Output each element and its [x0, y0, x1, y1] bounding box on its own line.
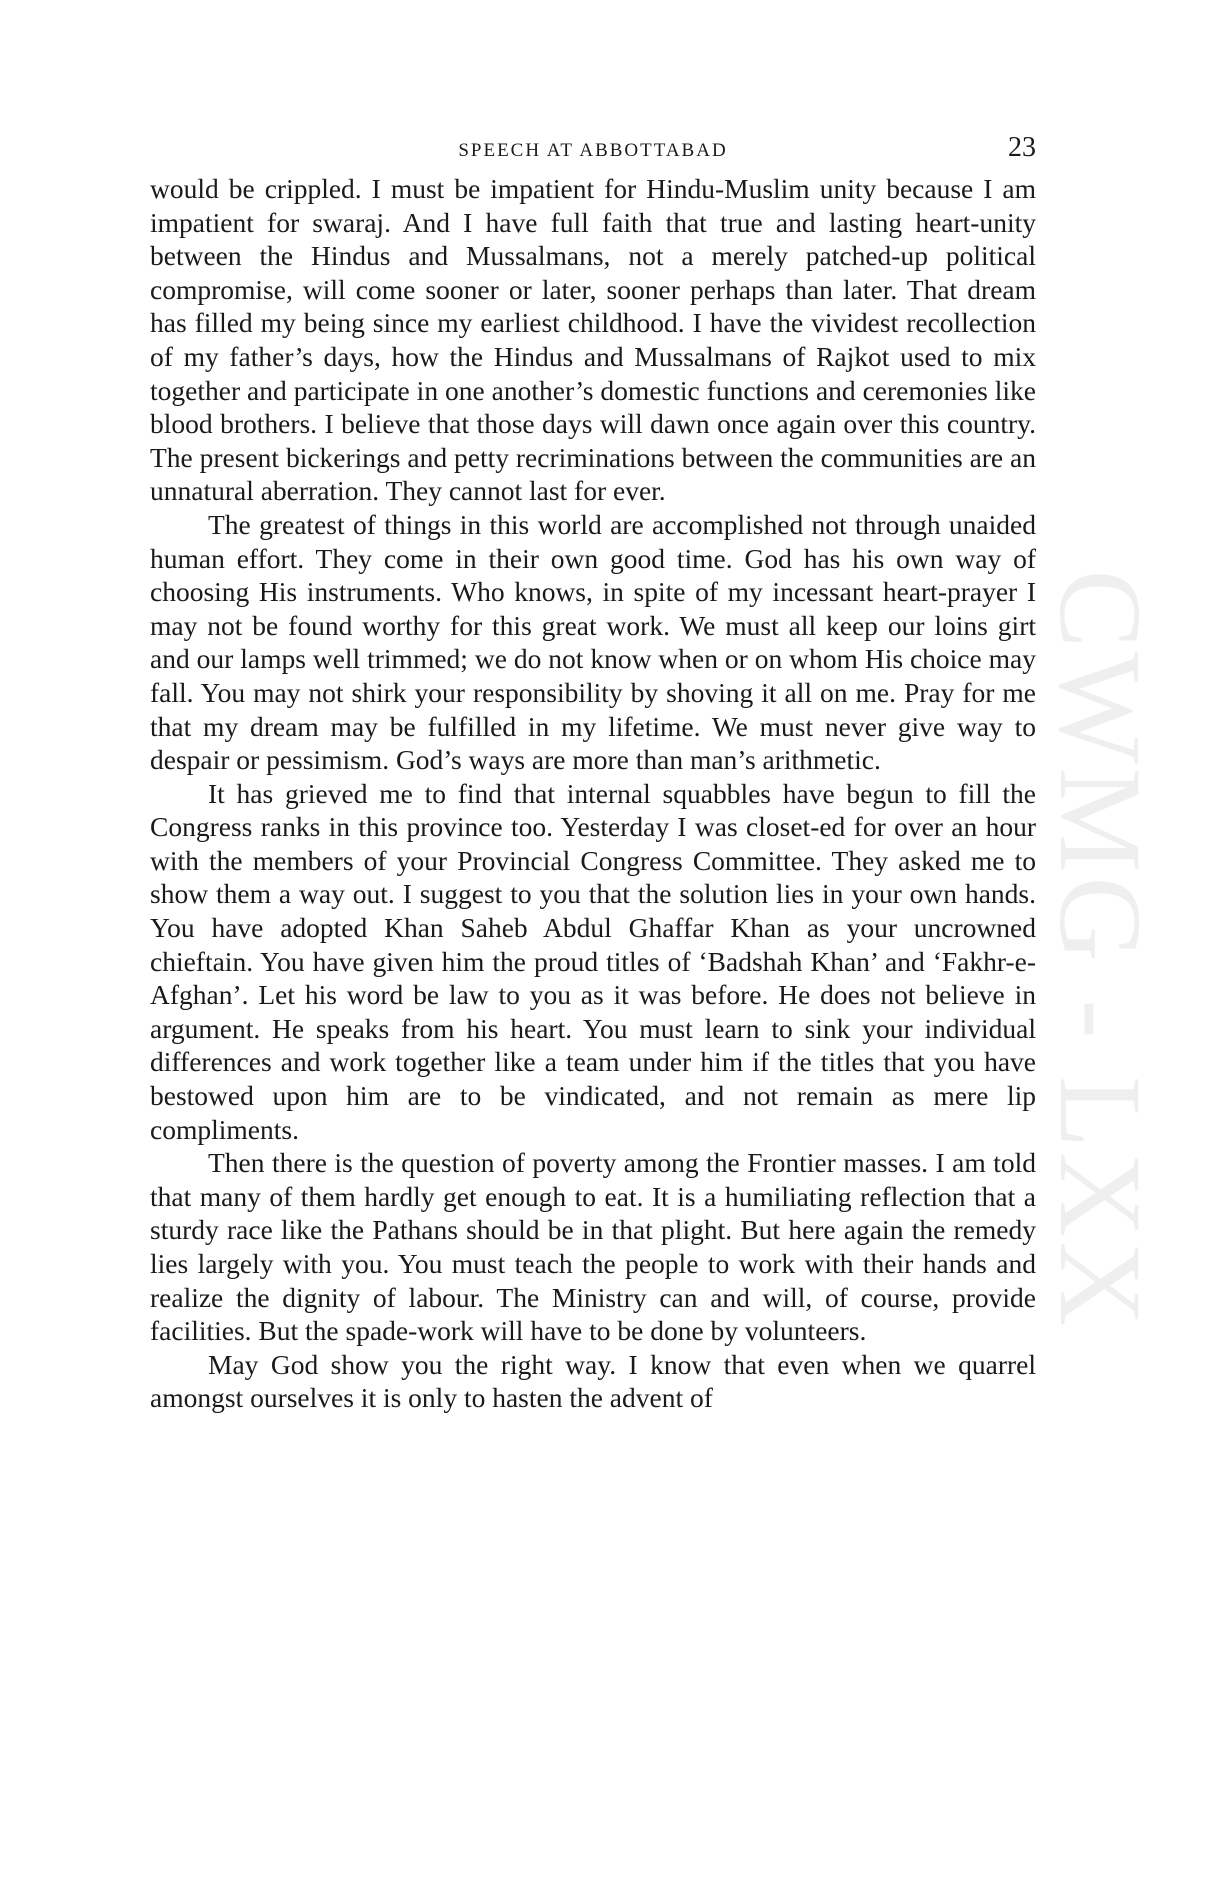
page-number: 23 [1008, 132, 1036, 163]
paragraph-3: It has grieved me to find that internal squabbles have begun to fill the Congress ranks in this province too. Yesterday I was closet-ed for over an hour with the members of your Provincial Congress Committee. They asked me to show them a way out. I suggest to you that the solution lies in your own hands. You have adopted Khan Saheb Abdul Ghaffar Khan as your uncrowned chieftain. You have given him the proud titles of ‘Badshah Khan’ and ‘Fakhr-e-Afghan’. Let his word be law to you as it was before. He does not believe in argument. He speaks from his heart. You must learn to sink your individual differences and work together like a team under him if the titles that you have bestowed upon him are to be vindicated, and not remain as mere lip compliments. [150, 777, 1036, 1145]
watermark [1000, 470, 1200, 1430]
running-title: SPEECH AT ABBOTTABAD [458, 140, 728, 161]
running-head [150, 132, 1036, 168]
body-text [150, 172, 1036, 1415]
paragraph-4: Then there is the question of poverty among the Frontier masses. I am told that many of them hardly get enough to eat. It is a humiliating reflection that a sturdy race like the Pathans should be in that plight. But here again the remedy lies largely with you. You must teach the people to work with their hands and realize the dignity of labour. The Ministry can and will, of course, provide facilities. But the spade-work will have to be done by volunteers. [150, 1147, 1036, 1347]
paragraph-1: would be crippled. I must be impatient for Hindu-Muslim unity because I am impatient for swaraj. And I have full faith that true and lasting heart-unity between the Hindus and Mussalmans, not a merely patched-up political compromise, will come sooner or later, sooner perhaps than later. That dream has filled my being since my earliest childhood. I have the vividest recollection of my father’s days, how the Hindus and Mussalmans of Rajkot used to mix together and participate in one another’s domestic functions and ceremonies like blood brothers. I believe that those days will dawn once again over this country. The present bickerings and petty recriminations between the communities are an unnatural aberration. They cannot last for ever. [150, 173, 1036, 507]
paragraph-5: May God show you the right way. I know that even when we quarrel amongst ourselves it is only to hasten the advent of [150, 1348, 1036, 1414]
watermark-text: CWMG - LXX [1035, 569, 1166, 1331]
paragraph-2: The greatest of things in this world are accomplished not through unaided human effort. They come in their own good time. God has his own way of choosing His instruments. Who knows, in spite of my incessant heart-prayer I may not be found worthy for this great work. We must all keep our loins girt and our lamps well trimmed; we do not know when or on whom His choice may fall. You may not shirk your responsibility by shoving it all on me. Pray for me that my dream may be fulfilled in my lifetime. We must never give way to despair or pessimism. God’s ways are more than man’s arithmetic. [150, 508, 1036, 776]
